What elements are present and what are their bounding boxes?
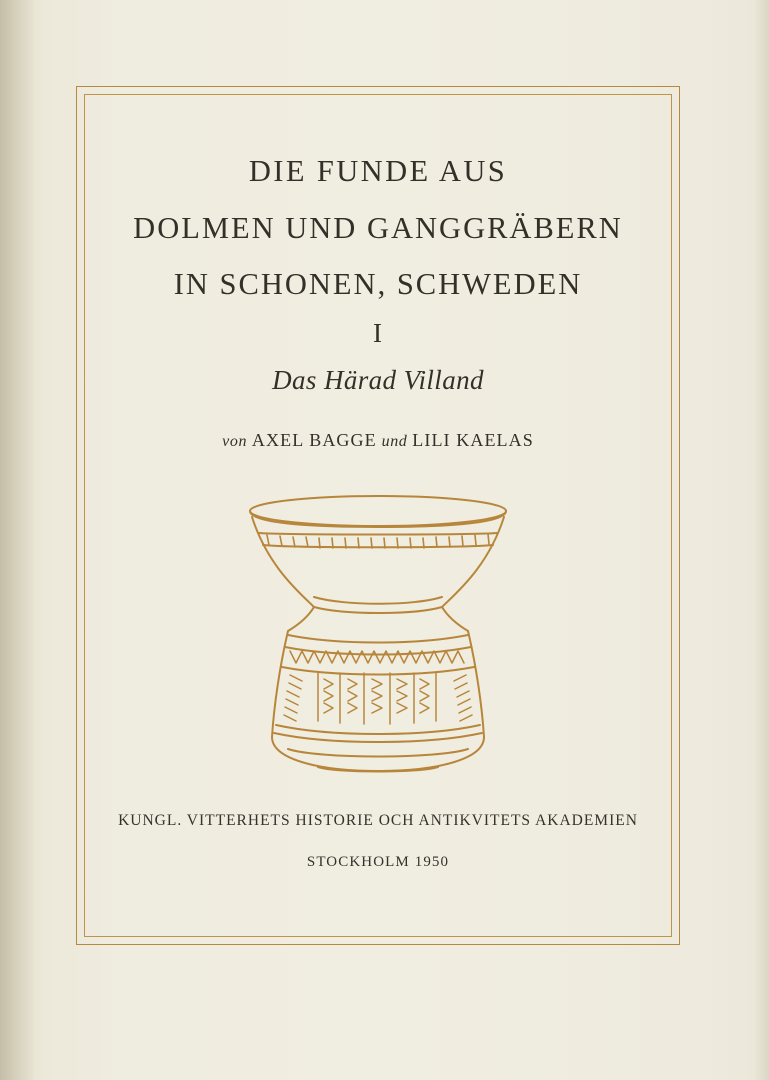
author-name-first: AXEL BAGGE [251,429,377,450]
place-and-year [84,854,672,871]
page-title-line-3: IN SCHONEN, SCHWEDEN [173,267,583,301]
page-edge-shadow [753,0,769,1080]
imprint-block [84,812,672,871]
funnel-beaker-vessel-icon [168,475,588,775]
publisher-name: KUNGL. VITTERHETS HISTORIE OCH ANTIKVITETS AKADEMIEN [118,812,638,829]
page-subtitle: Das Härad Villand [272,364,484,395]
byline-conjunction: und [381,432,408,450]
page-title-line-2: DOLMEN UND GANGGRÄBERN [133,210,623,245]
volume-number: I [373,317,383,348]
year-of-publication: 1950 [414,854,450,870]
page-gutter-shadow [0,0,34,1080]
illustration-container [84,475,672,775]
byline-preposition: von [222,432,248,450]
page-title-line-1: DIE FUNDE AUS [248,154,508,188]
title-page-content [84,94,672,937]
author-name-second: LILI KAELAS [412,429,534,450]
place-of-publication: STOCKHOLM [306,854,410,870]
author-byline [84,430,672,451]
